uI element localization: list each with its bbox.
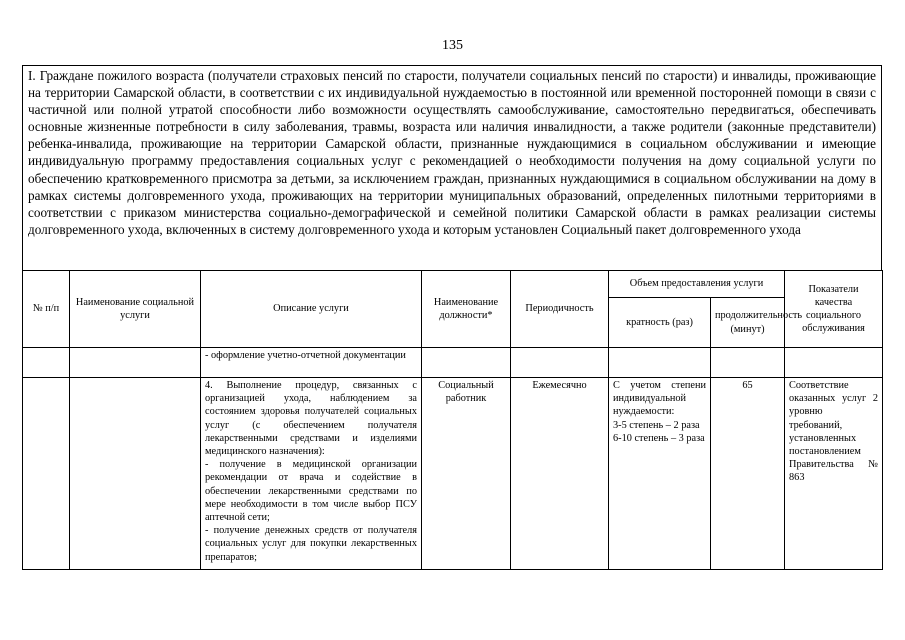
cell-position: Социальный работник	[422, 378, 511, 570]
cell-num	[23, 348, 70, 378]
frequency-line: 3-5 степень – 2 раза	[613, 419, 700, 431]
header-position: Наименование должности*	[422, 271, 511, 348]
cell-duration: 65	[711, 378, 785, 570]
frequency-line: С учетом степени индивидуальной нуждаемости:	[613, 380, 706, 418]
cell-periodicity	[511, 348, 609, 378]
header-frequency: кратность (раз)	[609, 298, 711, 348]
services-table	[22, 270, 883, 570]
cell-quality: Соответствие оказанных услуг 2 уровню требований, установленных постановлением Правительства № 863	[785, 378, 883, 570]
section-heading: I. Граждане пожилого возраста (получатели страховых пенсий по старости, получатели социальных пенсий по старости) и инвалиды, проживающие на территории Самарской области, в соответствии с их индивидуальной нуждаемостью в постоянной или временной посторонней помощи в связи с частичной или полной утратой способности либо возможности осуществлять самообслуживание, самостоятельно передвигаться, обеспечивать основные жизненные потребности в силу заболевания, травмы, возраста или наличия инвалидности, а также родители (законные представители) ребенка-инвалида, проживающие на территории Самарской области, признанные нуждающимися в социальном обслуживании и имеющие индивидуальную программу предоставления социальных услуг с рекомендацией о необходимости получения на дому социальной услуги по обеспечению кратковременного присмотра за детьми, за исключением граждан, признанных нуждающимися в социальном обслуживании на дому в рамках системы долговременного ухода, проживающих на территории муниципальных образований, определенных пилотными территориями в соответствии с приказом министерства социально-демографической и семейной политики Самарской области в рамках реализации системы долговременного ухода, включенных в систему долговременного ухода и которым установлен Социальный пакет долговременного ухода	[22, 65, 882, 271]
header-volume: Объем предоставления услуги	[609, 271, 785, 298]
cell-description	[201, 378, 422, 570]
cell-description: - оформление учетно-отчетной документации	[201, 348, 422, 378]
cell-duration	[711, 348, 785, 378]
header-duration: продолжительность (минут)	[711, 298, 785, 348]
cell-service-name	[70, 348, 201, 378]
description-line: - получение денежных средств от получателя социальных услуг для покупки лекарственных препаратов;	[205, 525, 417, 563]
cell-periodicity: Ежемесячно	[511, 378, 609, 570]
description-line: 4. Выполнение процедур, связанных с организацией ухода, наблюдением за состоянием здоровья получателей социальных услуг (с обеспечением получателя лекарственными средствами и изделиями медицинского назначения):	[205, 380, 417, 458]
header-quality: Показатели качества социального обслуживания	[785, 271, 883, 348]
description-line: - получение в медицинской организации рекомендации от врача и содействие в обеспечении лекарственными средствами по мере необходимости в том числе выбор ПСУ аптечной сети;	[205, 459, 417, 524]
header-service-name: Наименование социальной услуги	[70, 271, 201, 348]
cell-service-name	[70, 378, 201, 570]
cell-frequency	[609, 378, 711, 570]
table-row	[23, 378, 883, 570]
table-row	[23, 348, 883, 378]
header-num: № п/п	[23, 271, 70, 348]
cell-num	[23, 378, 70, 570]
cell-frequency	[609, 348, 711, 378]
frequency-line: 6-10 степень – 3 раза	[613, 432, 705, 444]
header-description: Описание услуги	[201, 271, 422, 348]
header-periodicity: Периодичность	[511, 271, 609, 348]
cell-position	[422, 348, 511, 378]
page-number: 135	[442, 38, 463, 53]
table-header-row	[23, 271, 883, 298]
cell-quality	[785, 348, 883, 378]
